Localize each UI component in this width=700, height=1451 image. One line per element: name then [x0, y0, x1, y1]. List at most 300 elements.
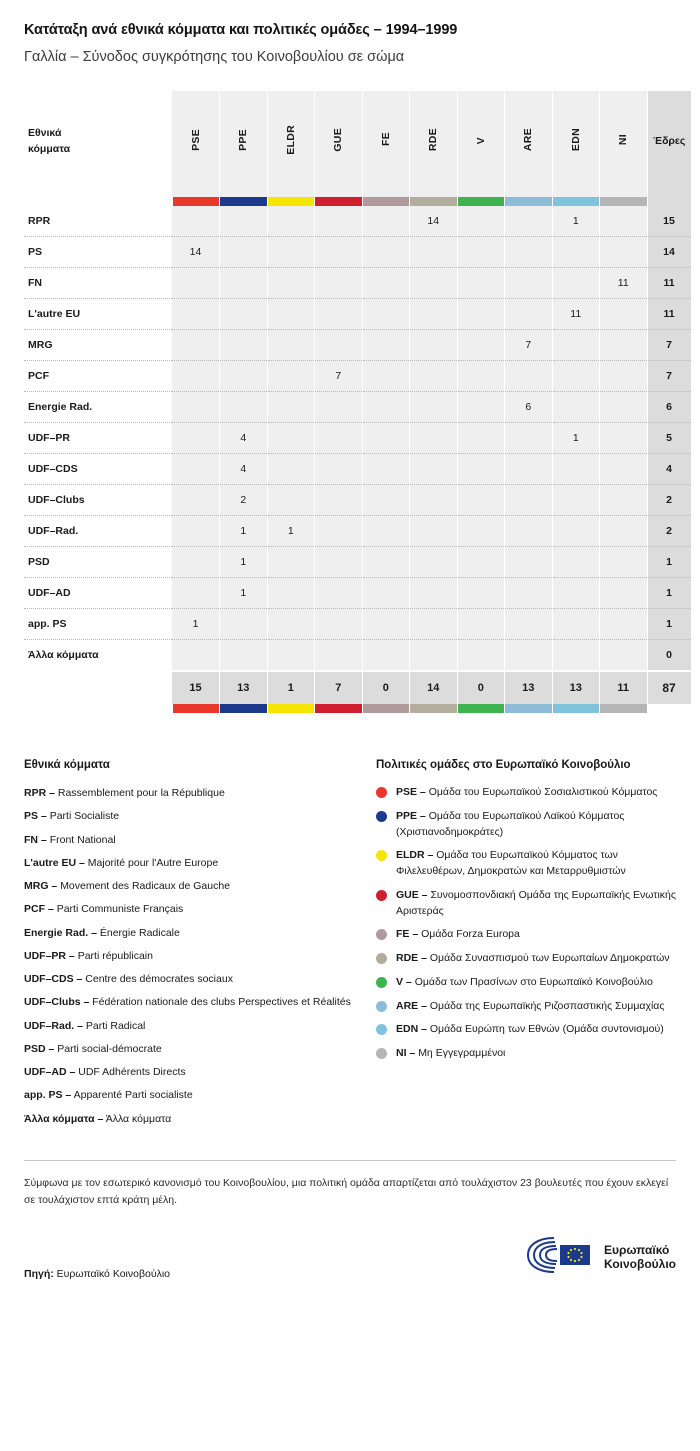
cell-are	[505, 206, 553, 237]
legend-group-item	[376, 927, 676, 943]
ep-logo-text	[604, 1243, 676, 1272]
cell-ni	[600, 578, 648, 609]
legend-group-item	[376, 951, 676, 967]
cell-ni	[600, 423, 648, 454]
source-text	[24, 1268, 170, 1280]
legend-party-item	[24, 901, 354, 917]
band-total	[647, 197, 691, 206]
legend-group-item	[376, 785, 676, 801]
seat-distribution-table	[24, 91, 692, 713]
cell-eldr	[267, 485, 315, 516]
row-total: 1	[647, 547, 691, 578]
group-header-ppe: PPE	[220, 91, 268, 197]
footband-ppe	[220, 704, 268, 713]
legend-party-item	[24, 832, 354, 848]
legend-color-dot-icon	[376, 787, 387, 798]
cell-are	[505, 547, 553, 578]
table-row	[24, 392, 691, 423]
cell-pse	[172, 485, 220, 516]
footband-are	[505, 704, 553, 713]
footband-spacer	[24, 704, 172, 713]
legend-party-abbr: FN –	[24, 833, 47, 846]
table-row	[24, 237, 691, 268]
footband-rde	[410, 704, 458, 713]
cell-v	[457, 578, 505, 609]
legend-party-abbr: RPR –	[24, 787, 55, 799]
row-party-label: UDF–AD	[24, 578, 172, 609]
cell-v	[457, 547, 505, 578]
cell-rde	[410, 609, 458, 640]
cell-edn	[552, 330, 600, 361]
cell-gue	[315, 547, 363, 578]
legend-party-abbr: app. PS –	[24, 1089, 72, 1102]
legend-group-abbr: PPE –	[396, 809, 426, 822]
cell-pse	[172, 640, 220, 672]
cell-ppe	[220, 609, 268, 640]
cell-v	[457, 423, 505, 454]
cell-v	[457, 237, 505, 268]
cell-ppe: 1	[220, 516, 268, 547]
cell-gue	[315, 609, 363, 640]
cell-ppe: 1	[220, 578, 268, 609]
cell-edn	[552, 609, 600, 640]
legend-group-item	[376, 809, 676, 841]
band-ppe	[220, 197, 268, 206]
cell-edn: 1	[552, 206, 600, 237]
cell-ppe	[220, 361, 268, 392]
cell-ppe	[220, 330, 268, 361]
cell-gue	[315, 268, 363, 299]
legend-group-abbr: RDE –	[396, 952, 427, 964]
cell-gue	[315, 485, 363, 516]
cell-ni	[600, 454, 648, 485]
cell-eldr	[267, 454, 315, 485]
legend-group-name: Μη Εγγεγραμμένοι	[418, 1047, 506, 1059]
cell-pse	[172, 454, 220, 485]
cell-v	[457, 268, 505, 299]
row-total: 5	[647, 423, 691, 454]
legend-group-name: Ομάδα Συνασπισμού των Ευρωπαίων Δημοκρατών	[429, 952, 670, 964]
row-party-label: Energie Rad.	[24, 392, 172, 423]
source-row	[24, 1235, 676, 1298]
band-v	[457, 197, 505, 206]
cell-eldr	[267, 578, 315, 609]
cell-eldr: 1	[267, 516, 315, 547]
row-party-label: PS	[24, 237, 172, 268]
row-party-label: app. PS	[24, 609, 172, 640]
legend-party-item	[24, 925, 354, 941]
row-total: 4	[647, 454, 691, 485]
legend-group-name: Ομάδα του Ευρωπαϊκού Λαϊκού Κόμματος (Χριστιανοδημοκράτες)	[396, 809, 625, 838]
footband-eldr	[267, 704, 315, 713]
row-total: 0	[647, 640, 691, 672]
header-row	[24, 91, 691, 197]
legend-party-name: Parti Communiste Français	[56, 903, 184, 916]
row-total: 6	[647, 392, 691, 423]
legend-group-name: Ομάδα του Ευρωπαϊκού Σοσιαλιστικού Κόμματος	[428, 786, 658, 798]
group-header-fe: FE	[362, 91, 410, 197]
legend-color-dot-icon	[376, 929, 387, 940]
cell-gue	[315, 299, 363, 330]
cell-v	[457, 299, 505, 330]
row-party-label: PCF	[24, 361, 172, 392]
cell-ni	[600, 392, 648, 423]
cell-edn	[552, 578, 600, 609]
row-party-label: L'autre EU	[24, 299, 172, 330]
page-title: Κατάταξη ανά εθνικά κόμματα και πολιτικές ομάδες – 1994–1999	[24, 22, 458, 38]
table-row	[24, 330, 691, 361]
cell-ni	[600, 547, 648, 578]
cell-ppe	[220, 392, 268, 423]
legend-party-name: Majorité pour l'Autre Europe	[87, 856, 219, 869]
table-row	[24, 640, 691, 672]
legend-party-abbr: PCF –	[24, 903, 54, 916]
cell-edn	[552, 392, 600, 423]
cell-are	[505, 516, 553, 547]
cell-ppe	[220, 299, 268, 330]
cell-v	[457, 206, 505, 237]
cell-eldr	[267, 547, 315, 578]
table-row	[24, 423, 691, 454]
cell-pse	[172, 516, 220, 547]
cell-edn	[552, 640, 600, 672]
legend-group-abbr: NI –	[396, 1047, 416, 1059]
legend-party-abbr: PSD –	[24, 1042, 55, 1055]
legend-color-dot-icon	[376, 890, 387, 901]
source-label: Πηγή:	[24, 1267, 54, 1280]
table-row	[24, 516, 691, 547]
cell-are	[505, 237, 553, 268]
row-party-label: Άλλα κόμματα	[24, 640, 172, 672]
cell-edn	[552, 547, 600, 578]
table-row	[24, 485, 691, 516]
footnote: Σύμφωνα με τον εσωτερικό κανονισμό του Κοινοβουλίου, μια πολιτική ομάδα απαρτίζεται από τουλάχιστον 23 βουλευτές που έχουν εκλεγεί σε τουλάχιστον επτά κράτη μέλη.	[24, 1176, 669, 1206]
cell-ppe: 1	[220, 547, 268, 578]
cell-ppe	[220, 640, 268, 672]
source-value: Ευρωπαϊκό Κοινοβούλιο	[56, 1267, 170, 1280]
cell-ni: 11	[600, 268, 648, 299]
legend-group-abbr: GUE –	[396, 888, 428, 901]
legend-party-name: Parti Socialiste	[49, 810, 120, 823]
group-color-band-bottom	[24, 704, 691, 713]
cell-gue	[315, 454, 363, 485]
legend-party-abbr: UDF–CDS –	[24, 973, 83, 986]
row-party-label: RPR	[24, 206, 172, 237]
row-total: 11	[647, 268, 691, 299]
cell-eldr	[267, 423, 315, 454]
cell-edn: 11	[552, 299, 600, 330]
legend-group-abbr: ARE –	[396, 999, 427, 1012]
cell-fe	[362, 516, 410, 547]
row-total: 1	[647, 609, 691, 640]
legend-group-item	[376, 888, 676, 920]
cell-eldr	[267, 237, 315, 268]
band-pse	[172, 197, 220, 206]
legend-color-dot-icon	[376, 850, 387, 861]
corner-label-line1: Εθνικά	[28, 126, 62, 139]
footband-gue	[315, 704, 363, 713]
legend-party-item	[24, 1018, 354, 1034]
cell-pse	[172, 578, 220, 609]
cell-fe	[362, 299, 410, 330]
legend-party-abbr: UDF–PR –	[24, 949, 75, 962]
legend-party-name: Rassemblement pour la République	[57, 787, 225, 799]
cell-are	[505, 299, 553, 330]
table-row	[24, 206, 691, 237]
cell-v	[457, 485, 505, 516]
table-body	[24, 206, 691, 671]
total-fe: 0	[362, 671, 410, 704]
cell-pse	[172, 423, 220, 454]
cell-ppe: 4	[220, 423, 268, 454]
legend-group-item	[376, 999, 676, 1015]
cell-ni	[600, 206, 648, 237]
cell-eldr	[267, 268, 315, 299]
legend-group-abbr: FE –	[396, 928, 419, 941]
table-head	[24, 91, 691, 206]
cell-eldr	[267, 330, 315, 361]
group-header-edn: EDN	[552, 91, 600, 197]
cell-pse	[172, 392, 220, 423]
legend-color-dot-icon	[376, 1001, 387, 1012]
legend-color-dot-icon	[376, 811, 387, 822]
row-total: 14	[647, 237, 691, 268]
cell-edn	[552, 454, 600, 485]
cell-ni	[600, 299, 648, 330]
cell-gue: 7	[315, 361, 363, 392]
row-total: 7	[647, 361, 691, 392]
row-total: 2	[647, 485, 691, 516]
cell-are: 6	[505, 392, 553, 423]
total-gue: 7	[315, 671, 363, 704]
group-color-band-top	[24, 197, 691, 206]
legend-party-item	[24, 785, 354, 801]
legend-groups-heading: Πολιτικές ομάδες στο Ευρωπαϊκό Κοινοβούλιο	[376, 759, 631, 771]
cell-gue	[315, 578, 363, 609]
table-corner	[24, 91, 172, 197]
row-party-label: UDF–PR	[24, 423, 172, 454]
cell-gue	[315, 516, 363, 547]
cell-rde	[410, 547, 458, 578]
row-total: 15	[647, 206, 691, 237]
band-gue	[315, 197, 363, 206]
group-header-pse: PSE	[172, 91, 220, 197]
footband-total	[647, 704, 691, 713]
legend-groups	[376, 759, 676, 1134]
group-header-eldr: ELDR	[267, 91, 315, 197]
legend-group-name: Ομάδα Forza Europa	[421, 928, 520, 941]
legend-party-item	[24, 948, 354, 964]
cell-fe	[362, 206, 410, 237]
cell-are	[505, 423, 553, 454]
cell-are	[505, 361, 553, 392]
cell-rde	[410, 299, 458, 330]
legend-party-name: UDF Adhérents Directs	[78, 1066, 186, 1079]
legend-group-item	[376, 975, 676, 991]
cell-fe	[362, 547, 410, 578]
cell-eldr	[267, 361, 315, 392]
legend-group-name: Ομάδα της Ευρωπαϊκής Ριζοσπαστικής Συμμαχίας	[429, 999, 665, 1012]
ep-logo-line1: Ευρωπαϊκό	[603, 1242, 670, 1257]
cell-ni	[600, 640, 648, 672]
cell-rde	[410, 361, 458, 392]
row-total: 11	[647, 299, 691, 330]
table-row	[24, 578, 691, 609]
cell-v	[457, 640, 505, 672]
row-party-label: FN	[24, 268, 172, 299]
cell-rde: 14	[410, 206, 458, 237]
cell-edn	[552, 268, 600, 299]
legend-party-abbr: PS –	[24, 810, 47, 823]
legend-parties	[24, 759, 354, 1134]
cell-gue	[315, 206, 363, 237]
legend-party-name: Apparenté Parti socialiste	[73, 1089, 193, 1102]
cell-are	[505, 578, 553, 609]
cell-v	[457, 361, 505, 392]
cell-are	[505, 640, 553, 672]
legend-group-abbr: PSE –	[396, 786, 426, 798]
seats-header: Έδρες	[647, 91, 691, 197]
cell-eldr	[267, 640, 315, 672]
legend-color-dot-icon	[376, 1024, 387, 1035]
cell-v	[457, 454, 505, 485]
cell-are	[505, 485, 553, 516]
legend-group-name: Συνομοσπονδιακή Ομάδα της Ευρωπαϊκής Ενωτικής Αριστεράς	[396, 888, 676, 917]
legend-party-item	[24, 1064, 354, 1080]
cell-fe	[362, 268, 410, 299]
legend-party-item	[24, 1087, 354, 1103]
group-header-ni: NI	[600, 91, 648, 197]
cell-eldr	[267, 609, 315, 640]
group-header-v: V	[457, 91, 505, 197]
footband-pse	[172, 704, 220, 713]
legend-party-abbr: L'autre EU –	[24, 856, 85, 869]
legend-party-item	[24, 971, 354, 987]
footband-ni	[600, 704, 648, 713]
band-eldr	[267, 197, 315, 206]
legend-group-name: Ομάδα των Πρασίνων στο Ευρωπαϊκό Κοινοβούλιο	[414, 975, 653, 988]
ep-logo	[524, 1235, 676, 1280]
legend-party-name: Parti Radical	[85, 1019, 146, 1032]
cell-gue	[315, 237, 363, 268]
total-ni: 11	[600, 671, 648, 704]
legend-party-name: Énergie Radicale	[99, 926, 180, 939]
legend-group-abbr: EDN –	[396, 1023, 427, 1036]
totals-row-label	[24, 671, 172, 704]
cell-rde	[410, 578, 458, 609]
legend-party-item	[24, 994, 354, 1010]
ep-logo-line2: Κοινοβούλιο	[603, 1257, 676, 1272]
cell-edn	[552, 237, 600, 268]
cell-rde	[410, 392, 458, 423]
legend-group-item	[376, 1046, 676, 1062]
cell-pse	[172, 330, 220, 361]
row-party-label: UDF–Clubs	[24, 485, 172, 516]
total-ppe: 13	[220, 671, 268, 704]
totals-row	[24, 671, 691, 704]
cell-ppe	[220, 237, 268, 268]
legend-party-abbr: Άλλα κόμματα –	[24, 1112, 104, 1125]
legend-party-name: Fédération nationale des clubs Perspectives et Réalités	[92, 996, 351, 1009]
legend-party-name: Parti social-démocrate	[57, 1042, 162, 1055]
cell-pse: 14	[172, 237, 220, 268]
cell-rde	[410, 485, 458, 516]
table-row	[24, 299, 691, 330]
cell-fe	[362, 330, 410, 361]
legend-party-item	[24, 855, 354, 871]
cell-rde	[410, 423, 458, 454]
legend-parties-heading: Εθνικά κόμματα	[24, 759, 110, 771]
cell-rde	[410, 640, 458, 672]
legend-party-name: Movement des Radicaux de Gauche	[60, 880, 231, 893]
cell-are	[505, 609, 553, 640]
table-row	[24, 361, 691, 392]
cell-v	[457, 330, 505, 361]
footband-fe	[362, 704, 410, 713]
cell-rde	[410, 237, 458, 268]
cell-edn	[552, 361, 600, 392]
cell-pse	[172, 361, 220, 392]
cell-are	[505, 454, 553, 485]
legend-party-name: Parti républicain	[77, 949, 153, 962]
legend-party-item	[24, 1111, 354, 1127]
european-parliament-icon	[524, 1235, 596, 1280]
cell-pse	[172, 547, 220, 578]
band-are	[505, 197, 553, 206]
cell-rde	[410, 330, 458, 361]
cell-pse: 1	[172, 609, 220, 640]
band-rde	[410, 197, 458, 206]
legend-party-name: Front National	[49, 833, 116, 846]
legend-party-item	[24, 808, 354, 824]
cell-v	[457, 392, 505, 423]
cell-fe	[362, 578, 410, 609]
legend-party-name: Άλλα κόμματα	[105, 1112, 172, 1125]
cell-ni	[600, 361, 648, 392]
row-party-label: MRG	[24, 330, 172, 361]
band-ni	[600, 197, 648, 206]
cell-fe	[362, 392, 410, 423]
cell-fe	[362, 423, 410, 454]
cell-edn	[552, 516, 600, 547]
footband-v	[457, 704, 505, 713]
row-total: 2	[647, 516, 691, 547]
legend-color-dot-icon	[376, 1048, 387, 1059]
cell-pse	[172, 268, 220, 299]
cell-rde	[410, 268, 458, 299]
cell-ni	[600, 609, 648, 640]
row-total: 1	[647, 578, 691, 609]
row-party-label: UDF–CDS	[24, 454, 172, 485]
total-edn: 13	[552, 671, 600, 704]
cell-ppe: 4	[220, 454, 268, 485]
cell-eldr	[267, 299, 315, 330]
cell-fe	[362, 640, 410, 672]
cell-pse	[172, 206, 220, 237]
cell-fe	[362, 361, 410, 392]
corner-label-line2: κόμματα	[28, 143, 71, 155]
cell-gue	[315, 423, 363, 454]
legend-group-abbr: ELDR –	[396, 849, 434, 862]
band-fe	[362, 197, 410, 206]
cell-eldr	[267, 392, 315, 423]
cell-ni	[600, 330, 648, 361]
legend-party-item	[24, 1041, 354, 1057]
legend-party-item	[24, 878, 354, 894]
group-header-are: ARE	[505, 91, 553, 197]
legend	[24, 759, 676, 1134]
page	[0, 22, 700, 1298]
